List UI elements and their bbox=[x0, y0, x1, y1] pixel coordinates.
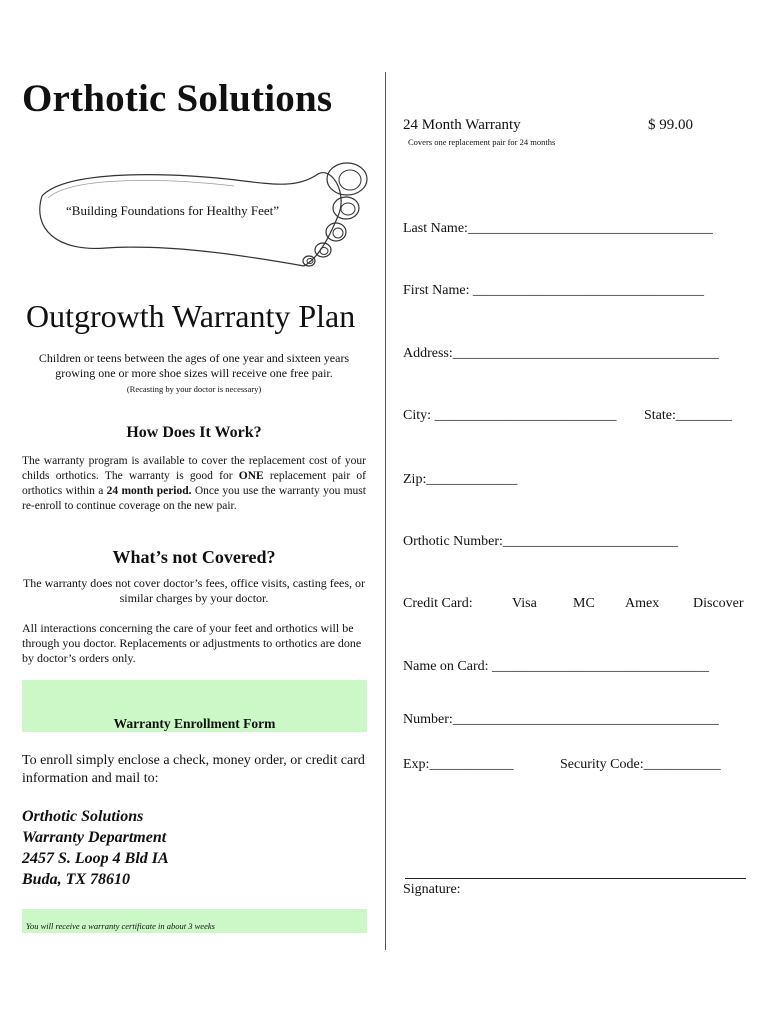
card-number-field[interactable]: Number:______________________________________ bbox=[403, 712, 719, 727]
how-text-2: replacement pair of orthotics within a bbox=[22, 470, 366, 497]
enrollment-text: To enroll simply enclose a check, money order, or credit card information and mail to: bbox=[22, 753, 365, 786]
card-option-visa[interactable]: Visa bbox=[512, 596, 537, 611]
address-line: Warranty Department bbox=[22, 829, 167, 846]
zip-field[interactable]: Zip:_____________ bbox=[403, 472, 518, 487]
how-bold-1: ONE bbox=[238, 470, 264, 482]
address-line: Buda, TX 78610 bbox=[22, 871, 131, 888]
how-text-3: Once you use the warranty you must re-enroll to continue coverage on the new pair. bbox=[22, 485, 366, 512]
orthotic-number-field[interactable]: Orthotic Number:_________________________ bbox=[403, 534, 678, 549]
mailing-address bbox=[22, 806, 169, 890]
address-field[interactable]: Address:______________________________________ bbox=[403, 346, 719, 361]
city-field[interactable]: City: __________________________ bbox=[403, 408, 617, 423]
expiration-field[interactable]: Exp:____________ bbox=[403, 757, 514, 772]
warranty-price: $ 99.00 bbox=[648, 117, 693, 133]
name-on-card-field[interactable]: Name on Card: _______________________________ bbox=[403, 659, 710, 674]
company-name: Orthotic Solutions bbox=[22, 77, 333, 120]
how-text-1: The warranty program is available to cover the replacement cost of your childs orthotics. The warranty is good for bbox=[22, 455, 366, 482]
last-name-field[interactable]: Last Name:___________________________________ bbox=[403, 221, 713, 236]
state-field[interactable]: State:________ bbox=[644, 408, 732, 423]
intro-note: (Recasting by your doctor is necessary) bbox=[126, 384, 262, 394]
how-bold-2: 24 month period. bbox=[106, 485, 192, 497]
warranty-coverage-note: Covers one replacement pair for 24 months bbox=[408, 137, 556, 147]
card-option-discover[interactable]: Discover bbox=[693, 596, 744, 611]
how-body bbox=[22, 454, 366, 514]
address-line: 2457 S. Loop 4 Bld IA bbox=[22, 850, 169, 867]
tagline: “Building Foundations for Healthy Feet” bbox=[66, 203, 280, 218]
address-line: Orthotic Solutions bbox=[22, 808, 144, 825]
intro-text: Children or teens between the ages of one year and sixteen years growing one or more shoe sizes will receive one free pair. bbox=[38, 351, 350, 380]
not-covered-text-1: The warranty does not cover doctor’s fees, office visits, casting fees, or similar charges by your doctor. bbox=[22, 576, 366, 605]
not-covered-text-2: All interactions concerning the care of your feet and orthotics will be through you doctor. Replacements or adjustments to orthotics are done by doctor’s orders only. bbox=[22, 621, 362, 665]
not-covered-heading: What’s not Covered? bbox=[112, 547, 276, 567]
column-divider bbox=[385, 72, 386, 950]
signature-line[interactable] bbox=[405, 878, 746, 879]
warranty-label: 24 Month Warranty bbox=[403, 117, 521, 133]
certificate-note: You will receive a warranty certificate in about 3 weeks bbox=[26, 921, 215, 931]
security-code-field[interactable]: Security Code:___________ bbox=[560, 757, 721, 772]
credit-card-label: Credit Card: bbox=[403, 596, 473, 611]
first-name-field[interactable]: First Name: _________________________________ bbox=[403, 283, 704, 298]
how-heading: How Does It Work? bbox=[126, 424, 262, 441]
enrollment-heading: Warranty Enrollment Form bbox=[113, 716, 276, 731]
plan-title: Outgrowth Warranty Plan bbox=[26, 298, 356, 334]
signature-label: Signature: bbox=[403, 882, 461, 897]
card-option-mc[interactable]: MC bbox=[573, 596, 595, 611]
card-option-amex[interactable]: Amex bbox=[625, 596, 660, 611]
